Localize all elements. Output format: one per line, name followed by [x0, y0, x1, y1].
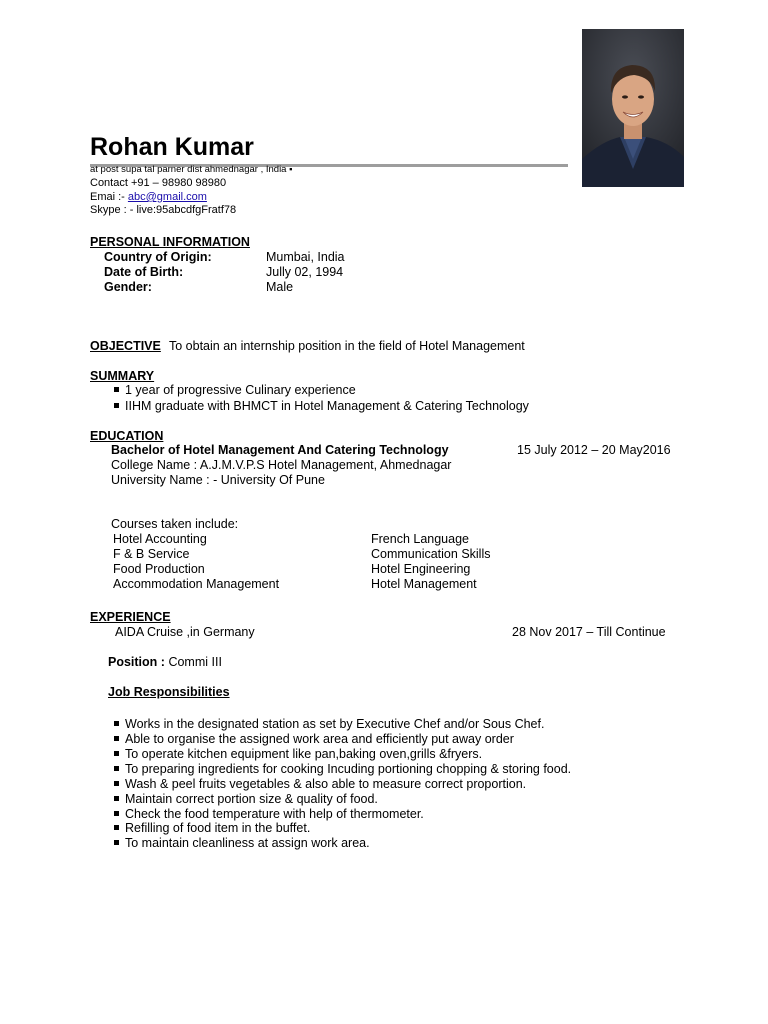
course-item: Hotel Accounting	[113, 532, 207, 546]
experience-heading: EXPERIENCE	[90, 610, 171, 624]
bullet-icon	[114, 403, 119, 408]
responsibility-item: Maintain correct portion size & quality of food.	[114, 792, 378, 806]
personal-label-dob: Date of Birth:	[104, 265, 184, 279]
university-name: University Name : - University Of Pune	[111, 473, 325, 487]
experience-dates: 28 Nov 2017 – Till Continue	[512, 625, 666, 639]
employer-name: AIDA Cruise ,in Germany	[115, 625, 255, 639]
address-line: at post supa tal parner dist ahmednagar , India ▪	[90, 164, 293, 175]
personal-label-country: Country of Origin:	[104, 250, 212, 264]
personal-value-gender: Male	[266, 280, 294, 294]
personal-info-heading: PERSONAL INFORMATION	[90, 235, 250, 249]
summary-item: IIHM graduate with BHMCT in Hotel Management & Catering Technology	[114, 399, 529, 413]
position-value: Commi III	[168, 655, 222, 669]
bullet-icon	[114, 721, 119, 726]
course-item: Hotel Engineering	[371, 562, 471, 576]
personal-value-country: Mumbai, India	[266, 250, 345, 264]
course-item: Food Production	[113, 562, 205, 576]
objective-heading: OBJECTIVE	[90, 339, 161, 353]
responsibility-item: Refilling of food item in the buffet.	[114, 821, 310, 835]
responsibility-item: Check the food temperature with help of thermometer.	[114, 807, 424, 821]
course-item: French Language	[371, 532, 469, 546]
objective-text: To obtain an internship position in the field of Hotel Management	[169, 339, 525, 353]
bullet-icon	[114, 781, 119, 786]
degree-title: Bachelor of Hotel Management And Catering Technology	[111, 443, 449, 457]
position-label: Position :	[108, 655, 165, 669]
responsibility-item: To maintain cleanliness at assign work area.	[114, 836, 370, 850]
education-heading: EDUCATION	[90, 429, 164, 443]
email-link[interactable]: abc@gmail.com	[127, 191, 207, 203]
education-dates: 15 July 2012 – 20 May2016	[517, 443, 671, 457]
profile-photo	[582, 29, 684, 187]
bullet-icon	[114, 796, 119, 801]
responsibilities-heading: Job Responsibilities	[108, 685, 230, 699]
contact-line: Contact +91 – 98980 98980	[90, 177, 227, 189]
position-line	[108, 655, 222, 669]
responsibility-item: Wash & peel fruits vegetables & also able to measure correct proportion.	[114, 777, 526, 791]
personal-label-gender: Gender:	[104, 280, 152, 294]
responsibility-item: Works in the designated station as set by Executive Chef and/or Sous Chef.	[114, 717, 544, 731]
bullet-icon	[114, 387, 119, 392]
responsibility-item: To preparing ingredients for cooking Incuding portioning chopping & storing food.	[114, 762, 571, 776]
summary-item: 1 year of progressive Culinary experience	[114, 383, 356, 397]
course-item: F & B Service	[113, 547, 190, 561]
skype-line: Skype : - live:95abcdfgFratf78	[90, 204, 237, 216]
course-item: Accommodation Management	[113, 577, 280, 591]
responsibility-item: To operate kitchen equipment like pan,baking oven,grills &fryers.	[114, 747, 482, 761]
responsibility-item: Able to organise the assigned work area and efficiently put away order	[114, 732, 514, 746]
course-item: Communication Skills	[371, 547, 491, 561]
candidate-name: Rohan Kumar	[90, 133, 254, 161]
bullet-icon	[114, 751, 119, 756]
course-item: Hotel Management	[371, 577, 477, 591]
personal-value-dob: Jully 02, 1994	[266, 265, 344, 279]
bullet-icon	[114, 736, 119, 741]
email-label: Emai :-	[90, 191, 125, 203]
email-line	[90, 191, 207, 203]
bullet-icon	[114, 766, 119, 771]
college-name: College Name : A.J.M.V.P.S Hotel Management, Ahmednagar	[111, 458, 452, 472]
courses-label: Courses taken include:	[111, 517, 239, 531]
bullet-icon	[114, 840, 119, 845]
bullet-icon	[114, 825, 119, 830]
summary-heading: SUMMARY	[90, 369, 155, 383]
bullet-icon	[114, 811, 119, 816]
